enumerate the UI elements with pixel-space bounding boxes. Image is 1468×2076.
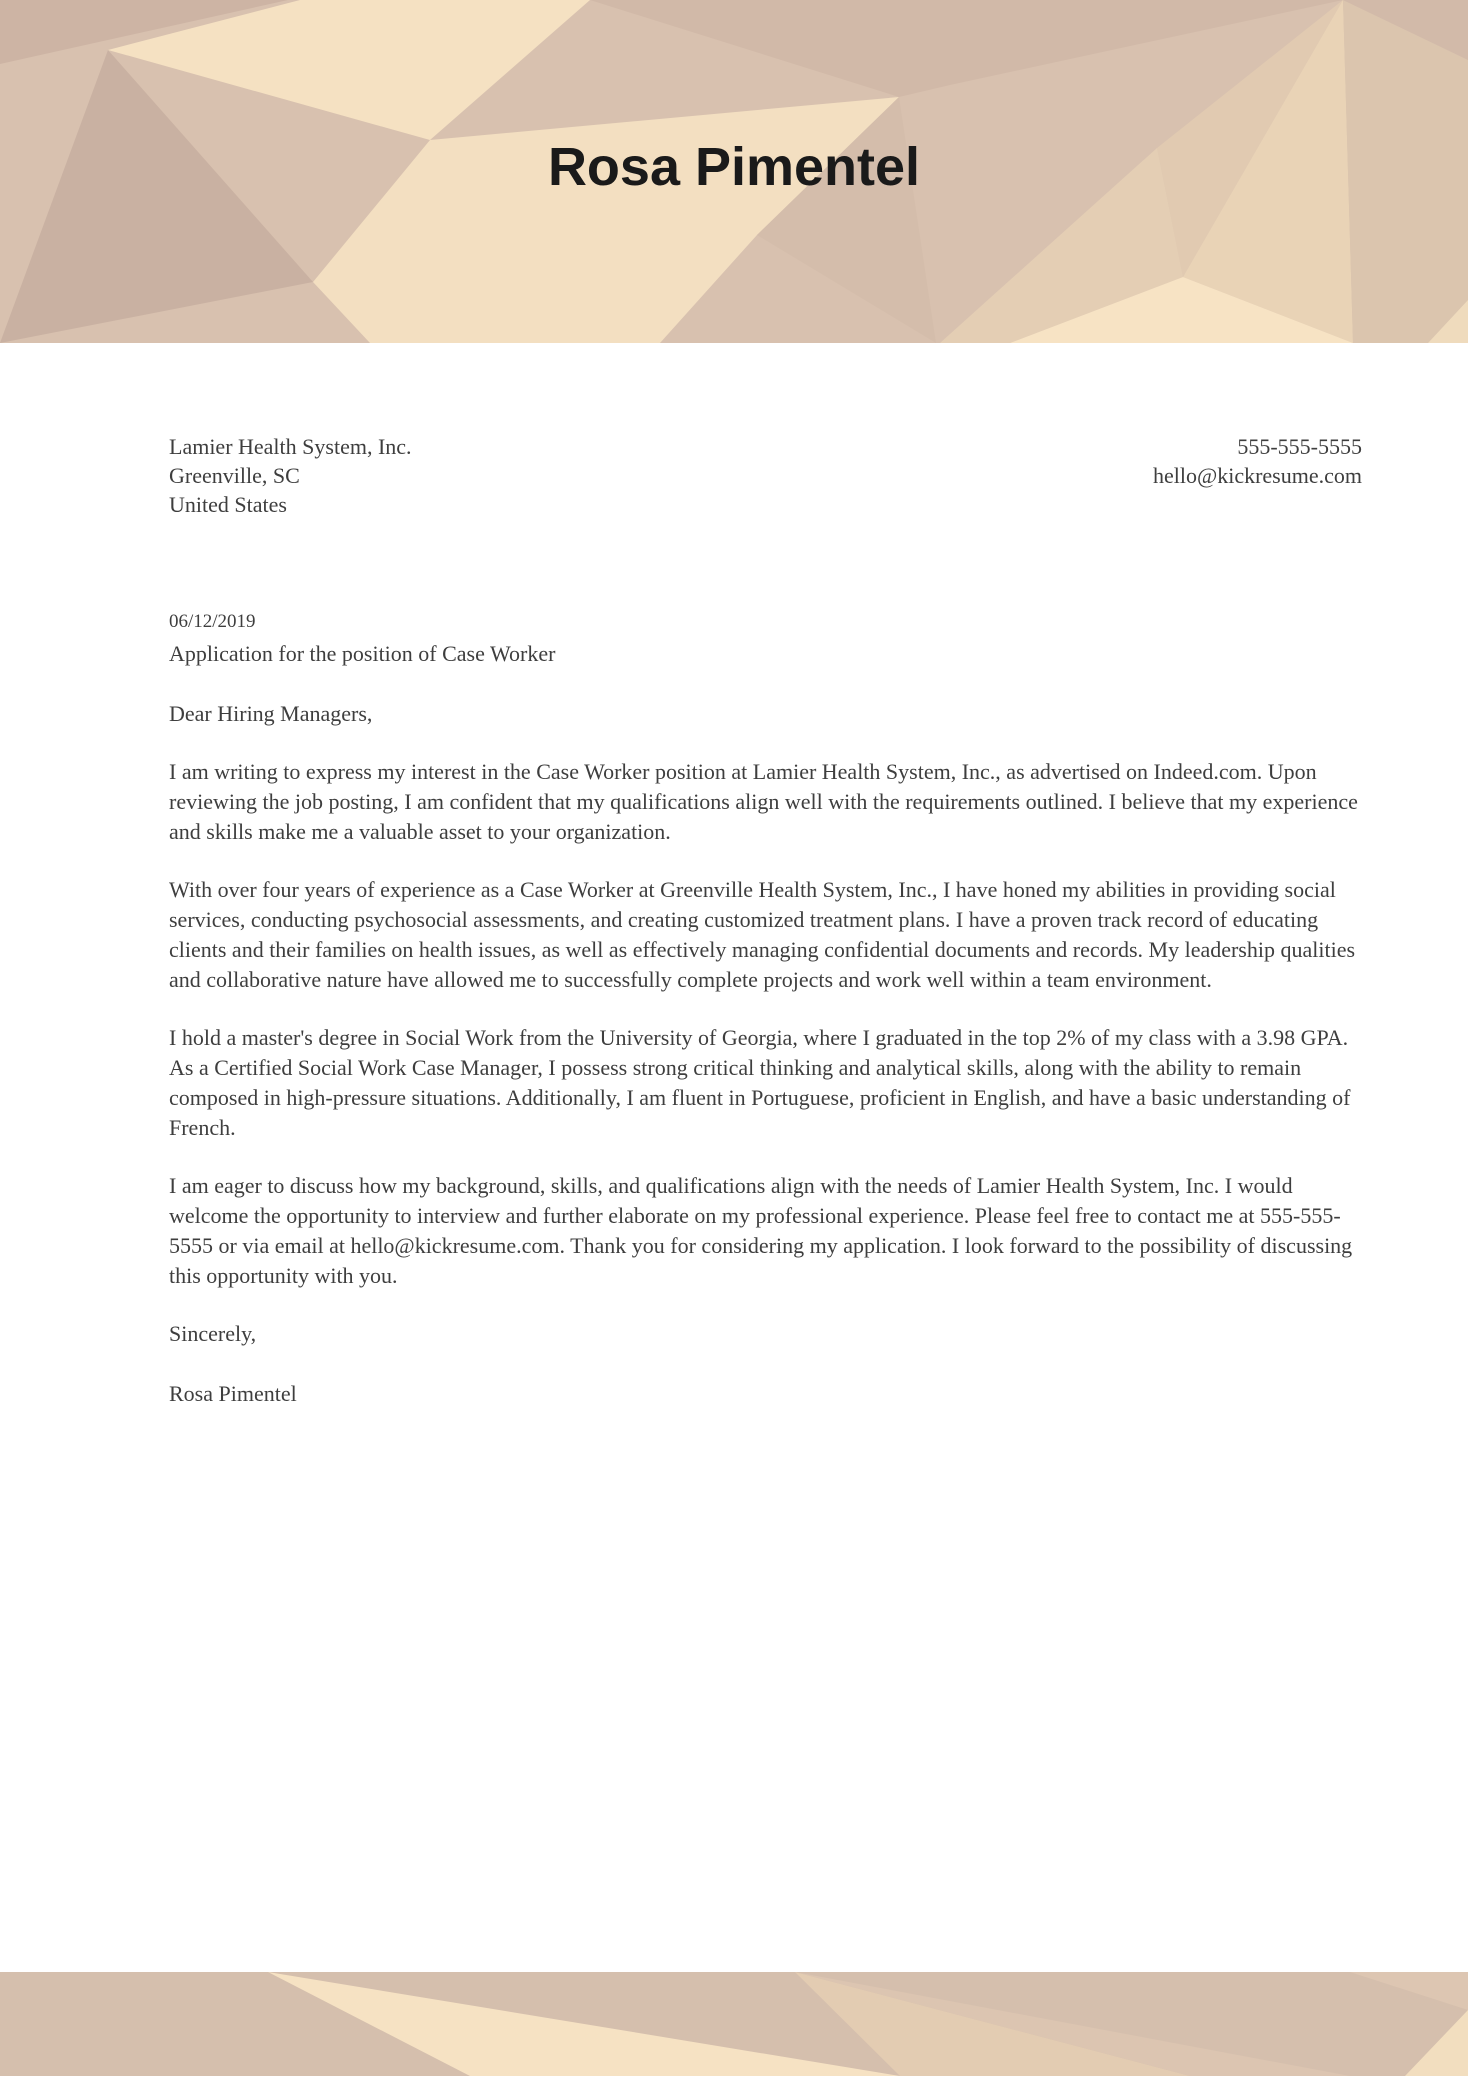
recipient-country: United States	[169, 492, 287, 517]
letter-salutation: Dear Hiring Managers,	[169, 701, 373, 726]
letter-paragraph: I am writing to express my interest in the Case Worker position at Lamier Health System, Inc., as advertised on Indeed.com. Upon reviewing the job posting, I am confident that my qualifications align well with the requirements outlined. I believe that my experience and skills make me a valuable asset to your organization.	[169, 759, 1358, 844]
letter-paragraph: I hold a master's degree in Social Work from the University of Georgia, where I graduated in the top 2% of my class with a 3.98 GPA. As a Certified Social Work Case Manager, I possess strong critical thinking and analytical skills, along with the ability to remain composed in high-pressure situations. Additionally, I am fluent in Portuguese, proficient in English, and have a basic understanding of French.	[169, 1025, 1351, 1140]
letter-body	[169, 609, 1362, 1409]
footer-pattern	[0, 1972, 1468, 2076]
contact-phone: 555-555-5555	[1237, 434, 1362, 459]
recipient-company: Lamier Health System, Inc.	[169, 434, 412, 459]
address-row	[169, 432, 1362, 519]
recipient-city: Greenville, SC	[169, 463, 300, 488]
contact-email: hello@kickresume.com	[1152, 463, 1362, 488]
footer-banner	[0, 1972, 1468, 2076]
letter-date: 06/12/2019	[169, 611, 256, 632]
contact-block	[1153, 432, 1362, 519]
letter-paragraph: I am eager to discuss how my background, skills, and qualifications align with the needs of Lamier Health System, Inc. I would welcome the opportunity to interview and further elaborate on my professional experience. Please feel free to contact me at 555-555-5555 or via email at hello@kickresume.com. Thank you for considering my application. I look forward to the possibility of discussing this opportunity with you.	[169, 1173, 1353, 1288]
candidate-name: Rosa Pimentel	[547, 137, 921, 197]
letter-subject: Application for the position of Case Worker	[169, 641, 556, 666]
letter-signature: Rosa Pimentel	[169, 1381, 297, 1406]
letter-paragraph: With over four years of experience as a Case Worker at Greenville Health System, Inc., I have honed my abilities in providing social services, conducting psychosocial assessments, and creating customized treatment plans. I have a proven track record of educating clients and their families on health issues, as well as effectively managing confidential documents and records. My leadership qualities and collaborative nature have allowed me to successfully complete projects and work well within a team environment.	[169, 877, 1356, 992]
header-banner	[0, 0, 1468, 343]
recipient-block	[169, 432, 412, 519]
letter-closing: Sincerely,	[169, 1321, 257, 1346]
